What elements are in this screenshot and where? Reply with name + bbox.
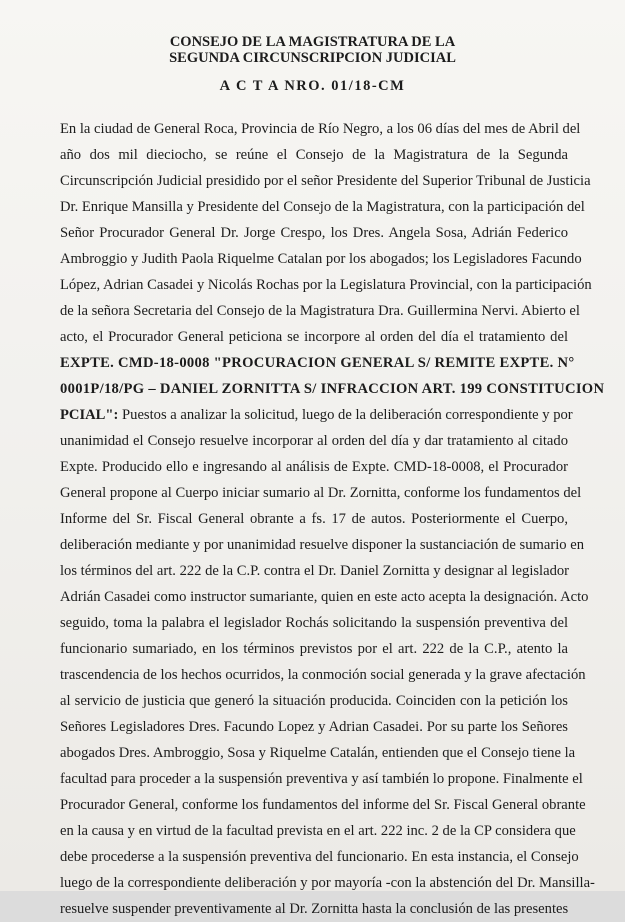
text-line-segment: Puestos a analizar la solicitud, luego de la deliberación correspondiente y por (122, 407, 573, 423)
text-line: deliberación mediante y por unanimidad resuelve disponer la sustanciación de sumario en (60, 537, 584, 553)
text-line: Señor Procurador General Dr. Jorge Crespo, los Dres. Angela Sosa, Adrián Federico (60, 225, 568, 241)
expediente-title-line: 0001P/18/PG – DANIEL ZORNITTA S/ INFRACCION ART. 199 CONSTITUCION (60, 381, 605, 397)
header-line-2: SEGUNDA CIRCUNSCRIPCION JUDICIAL (169, 50, 456, 66)
text-line: Procurador General, conforme los fundamentos del informe del Sr. Fiscal General obrante (60, 797, 586, 813)
text-line: Ambroggio y Judith Paola Riquelme Catalan por los abogados; los Legisladores Facundo (60, 251, 582, 267)
text-line: debe procederse a la suspensión preventiva del funcionario. En esta instancia, el Consejo (60, 849, 579, 865)
text-line: Informe del Sr. Fiscal General obrante a fs. 17 de autos. Posteriormente el Cuerpo, (60, 511, 568, 527)
text-line: de la señora Secretaria del Consejo de la Magistratura Dra. Guillermina Nervi. Abierto el (60, 303, 580, 319)
text-line: Señores Legisladores Dres. Facundo Lopez y Adrian Casadei. Por su parte los Señores (60, 719, 568, 735)
text-line: Dr. Enrique Mansilla y Presidente del Consejo de la Magistratura, con la participación del (60, 199, 585, 215)
text-line: General propone al Cuerpo iniciar sumario al Dr. Zornitta, conforme los fundamentos del (60, 485, 582, 501)
text-line: luego de la correspondiente deliberación y por mayoría -con la abstención del Dr. Mansilla- (60, 875, 595, 891)
text-line: abogados Dres. Ambroggio, Sosa y Riquelme Catalán, entienden que el Consejo tiene la (60, 745, 576, 761)
text-line: Expte. Producido ello e ingresando al análisis de Expte. CMD-18-0008, el Procurador (60, 459, 568, 475)
text-line: unanimidad el Consejo resuelve incorporar al orden del día y dar tratamiento al citado (60, 433, 568, 449)
text-line: López, Adrian Casadei y Nicolás Rochas por la Legislatura Provincial, con la participación (60, 277, 592, 293)
acta-title: A C T A NRO. 01/18-CM (219, 78, 406, 94)
text-line: los términos del art. 222 de la C.P. contra el Dr. Daniel Zornitta y designar al legislador (60, 563, 570, 579)
text-line: año dos mil dieciocho, se reúne el Consejo de la Magistratura de la Segunda (60, 147, 568, 163)
text-line: resuelve suspender preventivamente al Dr. Zornitta hasta la conclusión de las presentes (60, 901, 569, 917)
text-line: trascendencia de los hechos ocurridos, la conmoción social generada y la grave afectación (60, 667, 586, 683)
text-line: Circunscripción Judicial presidido por el señor Presidente del Superior Tribunal de Justicia (60, 173, 591, 189)
text-line: Adrián Casadei como instructor sumariante, quien en este acto acepta la designación. Acto (60, 589, 589, 605)
header-line-1: CONSEJO DE LA MAGISTRATURA DE LA (169, 34, 456, 50)
expediente-title-end: PCIAL": (60, 407, 119, 423)
text-line: En la ciudad de General Roca, Provincia de Río Negro, a los 06 días del mes de Abril del (60, 121, 581, 137)
text-line (60, 402, 573, 428)
text-line: acto, el Procurador General peticiona se incorpore al orden del día el tratamiento del (60, 329, 568, 345)
text-line: seguido, toma la palabra el legislador Rochás solicitando la suspensión preventiva del (60, 615, 568, 631)
document-header (0, 34, 625, 66)
text-line: en la causa y en virtud de la facultad prevista en el art. 222 inc. 2 de la CP considera que (60, 823, 576, 839)
text-line: al servicio de justicia que generó la situación producida. Coinciden con la petición los (60, 693, 568, 709)
expediente-title-line: EXPTE. CMD-18-0008 "PROCURACION GENERAL S/ REMITE EXPTE. N° (60, 355, 575, 371)
document-body (60, 116, 605, 922)
text-line: funcionario sumariado, en los términos previstos por el art. 222 de la C.P., atento la (60, 641, 568, 657)
text-line: facultad para proceder a la suspensión preventiva y así también lo propone. Finalmente el (60, 771, 583, 787)
